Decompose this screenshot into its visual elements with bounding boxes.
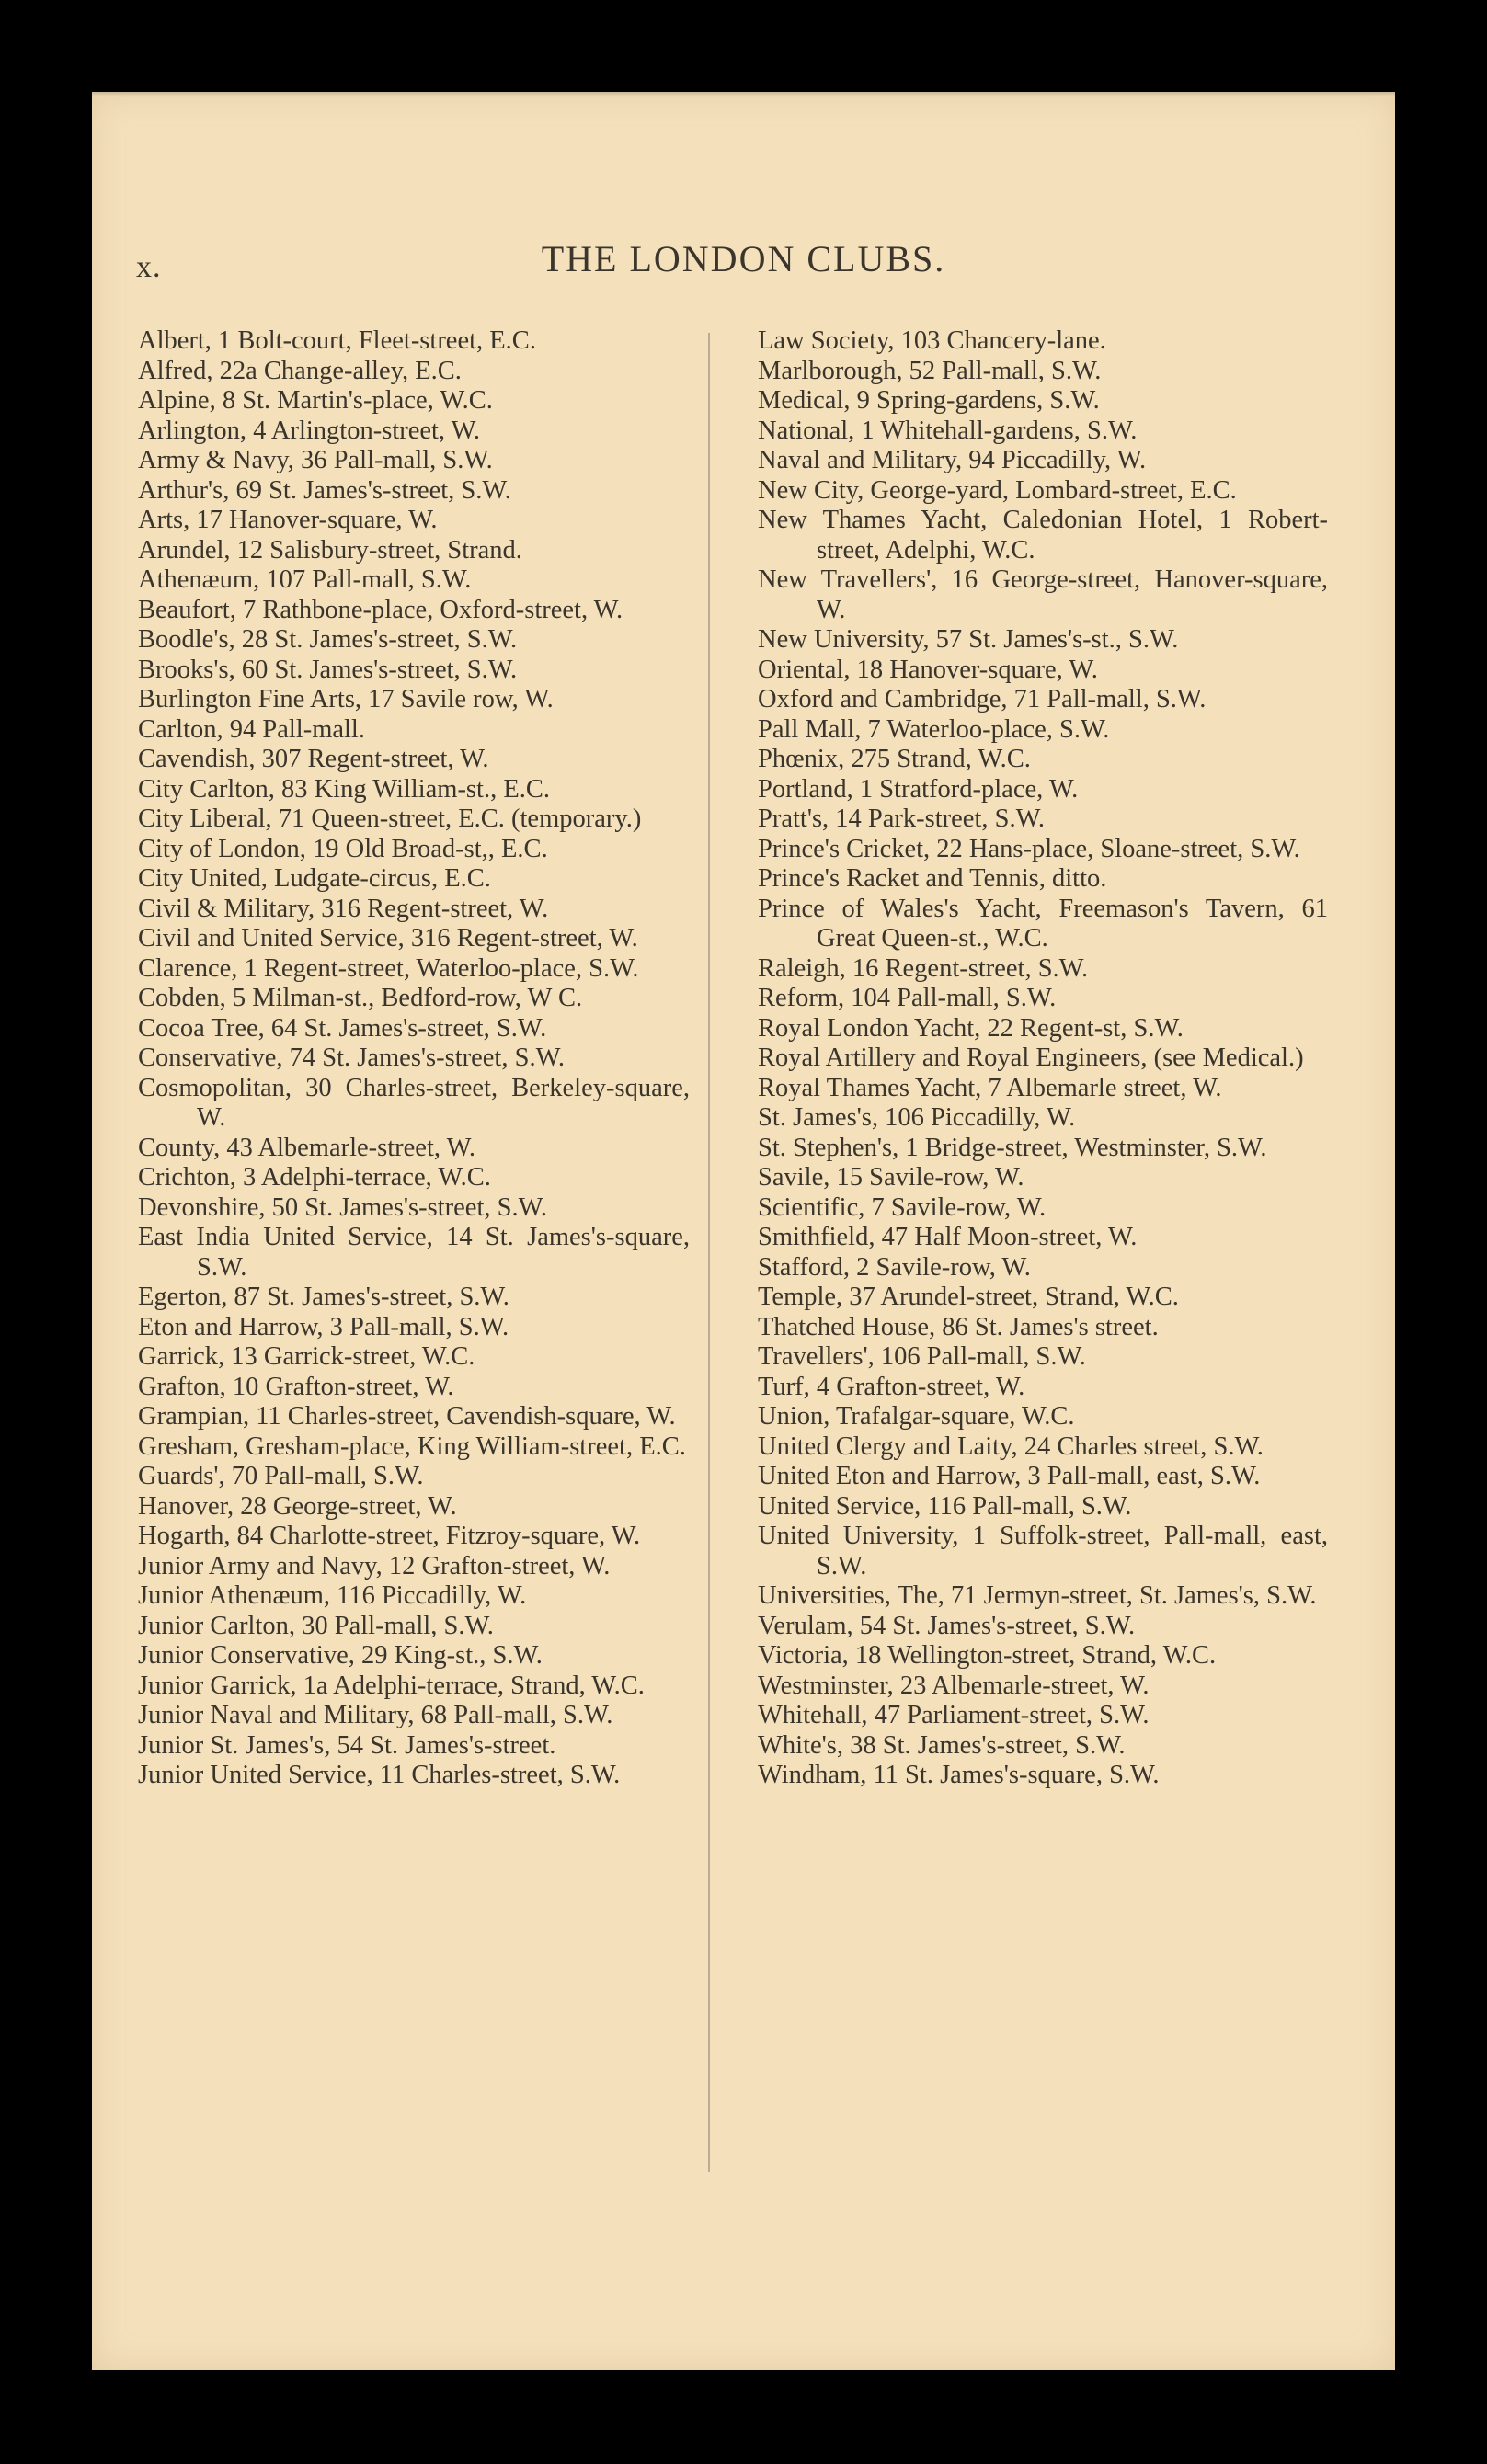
club-entry: Junior Conservative, 29 King-st., S.W. — [138, 1641, 543, 1670]
club-entry: Junior Athenæum, 116 Piccadilly, W. — [138, 1581, 527, 1610]
club-entry: Naval and Military, 94 Piccadilly, W. — [758, 446, 1147, 474]
club-entry: United Service, 116 Pall-mall, S.W. — [758, 1491, 1132, 1521]
club-entry: Guards', 70 Pall-mall, S.W. — [138, 1462, 424, 1490]
page-number: x. — [136, 250, 162, 284]
club-entry: Gresham, Gresham-place, King William-street, E.C. — [138, 1432, 686, 1461]
club-entry: Westminster, 23 Albemarle-street, W. — [758, 1671, 1150, 1700]
club-entry: East India United Service, 14 St. James's-square, S.W. — [138, 1223, 690, 1282]
club-entry: New Thames Yacht, Caledonian Hotel, 1 Robert-street, Adelphi, W.C. — [758, 506, 1328, 565]
club-entry: Arts, 17 Hanover-square, W. — [138, 506, 438, 534]
page-header — [92, 230, 1395, 294]
club-entry: New University, 57 St. James's-st., S.W. — [758, 625, 1179, 654]
club-entry: Prince's Cricket, 22 Hans-place, Sloane-street, S.W. — [758, 834, 1300, 863]
club-entry: St. Stephen's, 1 Bridge-street, Westminster, S.W. — [758, 1133, 1267, 1162]
club-entry: Royal Thames Yacht, 7 Albemarle street, W. — [758, 1073, 1222, 1102]
club-entry: Cosmopolitan, 30 Charles-street, Berkeley-square, W. — [138, 1073, 690, 1132]
left-column — [138, 326, 690, 1791]
club-entry: Civil & Military, 316 Regent-street, W. — [138, 894, 549, 923]
club-entry: Thatched House, 86 St. James's street. — [758, 1312, 1159, 1341]
club-entry: Boodle's, 28 St. James's-street, S.W. — [138, 625, 518, 654]
club-entry: Scientific, 7 Savile-row, W. — [758, 1192, 1047, 1222]
club-entry: St. James's, 106 Piccadilly, W. — [758, 1103, 1076, 1132]
club-entry: Hogarth, 84 Charlotte-street, Fitzroy-square, W. — [138, 1522, 641, 1550]
club-entry: Law Society, 103 Chancery-lane. — [758, 326, 1106, 355]
club-entry: Grampian, 11 Charles-street, Cavendish-square, W. — [138, 1402, 676, 1431]
club-entry: Junior Carlton, 30 Pall-mall, S.W. — [138, 1611, 494, 1640]
club-entry: Arthur's, 69 St. James's-street, S.W. — [138, 475, 511, 505]
club-entry: Whitehall, 47 Parliament-street, S.W. — [758, 1701, 1150, 1729]
club-entry: Cobden, 5 Milman-st., Bedford-row, W C. — [138, 984, 583, 1012]
club-entry: Reform, 104 Pall-mall, S.W. — [758, 984, 1057, 1012]
club-entry: United University, 1 Suffolk-street, Pall-mall, east, S.W. — [758, 1522, 1328, 1580]
club-entry: Medical, 9 Spring-gardens, S.W. — [758, 386, 1100, 415]
club-entry: Junior Army and Navy, 12 Grafton-street, W. — [138, 1551, 611, 1580]
club-entry: Crichton, 3 Adelphi-terrace, W.C. — [138, 1163, 491, 1192]
club-entry: Oriental, 18 Hanover-square, W. — [758, 655, 1098, 684]
club-entry: Phœnix, 275 Strand, W.C. — [758, 745, 1031, 773]
club-entry: City of London, 19 Old Broad-st,, E.C. — [138, 834, 548, 863]
club-entry: Portland, 1 Stratford-place, W. — [758, 774, 1079, 804]
club-entry: Oxford and Cambridge, 71 Pall-mall, S.W. — [758, 685, 1207, 713]
club-entry: Army & Navy, 36 Pall-mall, S.W. — [138, 446, 493, 474]
club-entry: Temple, 37 Arundel-street, Strand, W.C. — [758, 1283, 1179, 1311]
club-entry: Cavendish, 307 Regent-street, W. — [138, 745, 489, 773]
club-entry: Devonshire, 50 St. James's-street, S.W. — [138, 1192, 547, 1222]
club-entry: Verulam, 54 St. James's-street, S.W. — [758, 1611, 1136, 1640]
column-rule — [708, 333, 710, 2172]
club-entry: Arundel, 12 Salisbury-street, Strand. — [138, 535, 522, 565]
club-entry: Victoria, 18 Wellington-street, Strand, W.C. — [758, 1641, 1217, 1670]
club-entry: Burlington Fine Arts, 17 Savile row, W. — [138, 685, 554, 713]
running-title: THE LONDON CLUBS. — [541, 238, 946, 279]
club-entry: Prince of Wales's Yacht, Freemason's Tavern, 61 Great Queen-st., W.C. — [758, 894, 1328, 953]
club-entry: Pratt's, 14 Park-street, S.W. — [758, 804, 1046, 833]
club-entry: City Carlton, 83 King William-st., E.C. — [138, 774, 550, 804]
club-entry: Windham, 11 St. James's-square, S.W. — [758, 1761, 1160, 1789]
club-entry: Stafford, 2 Savile-row, W. — [758, 1252, 1031, 1282]
club-entry: Smithfield, 47 Half Moon-street, W. — [758, 1223, 1138, 1251]
club-entry: Albert, 1 Bolt-court, Fleet-street, E.C. — [138, 326, 536, 355]
club-entry: Alpine, 8 St. Martin's-place, W.C. — [138, 386, 493, 415]
club-entry: United Eton and Harrow, 3 Pall-mall, east, S.W. — [758, 1462, 1261, 1490]
club-entry: National, 1 Whitehall-gardens, S.W. — [758, 416, 1138, 445]
club-entry: Civil and United Service, 316 Regent-street, W. — [138, 924, 638, 953]
club-entry: United Clergy and Laity, 24 Charles street, S.W. — [758, 1432, 1264, 1461]
club-entry: Royal London Yacht, 22 Regent-st, S.W. — [758, 1013, 1184, 1043]
club-entry: Savile, 15 Savile-row, W. — [758, 1163, 1024, 1192]
page-top-edge — [92, 92, 1395, 97]
club-entry: Grafton, 10 Grafton-street, W. — [138, 1372, 454, 1401]
club-entry: Prince's Racket and Tennis, ditto. — [758, 864, 1107, 893]
club-entry: Marlborough, 52 Pall-mall, S.W. — [758, 356, 1102, 385]
club-entry: Junior United Service, 11 Charles-street, S.W. — [138, 1761, 621, 1789]
club-entry: White's, 38 St. James's-street, S.W. — [758, 1730, 1126, 1760]
club-entry: City United, Ludgate-circus, E.C. — [138, 864, 491, 893]
club-entry: City Liberal, 71 Queen-street, E.C. (temporary.) — [138, 804, 642, 833]
club-entry: Beaufort, 7 Rathbone-place, Oxford-street, W. — [138, 595, 623, 624]
club-entry: New City, George-yard, Lombard-street, E.C. — [758, 475, 1237, 505]
club-entry: Clarence, 1 Regent-street, Waterloo-place, S.W. — [138, 953, 639, 983]
club-entry: Junior St. James's, 54 St. James's-street. — [138, 1730, 556, 1760]
book-page — [92, 92, 1395, 2370]
club-entry: County, 43 Albemarle-street, W. — [138, 1133, 476, 1162]
club-entry: Garrick, 13 Garrick-street, W.C. — [138, 1342, 475, 1371]
club-entry: Travellers', 106 Pall-mall, S.W. — [758, 1342, 1086, 1371]
club-entry: Alfred, 22a Change-alley, E.C. — [138, 356, 462, 385]
club-entry: Egerton, 87 St. James's-street, S.W. — [138, 1283, 509, 1311]
club-entry: Athenæum, 107 Pall-mall, S.W. — [138, 565, 472, 594]
club-entry: Junior Naval and Military, 68 Pall-mall, S.W. — [138, 1701, 613, 1729]
club-entry: Arlington, 4 Arlington-street, W. — [138, 416, 481, 445]
club-entry: Hanover, 28 George-street, W. — [138, 1491, 457, 1521]
club-entry: Pall Mall, 7 Waterloo-place, S.W. — [758, 714, 1110, 744]
club-entry: Raleigh, 16 Regent-street, S.W. — [758, 953, 1089, 983]
club-entry: Junior Garrick, 1a Adelphi-terrace, Strand, W.C. — [138, 1671, 645, 1700]
club-entry: Conservative, 74 St. James's-street, S.W. — [138, 1044, 565, 1072]
club-entry: Carlton, 94 Pall-mall. — [138, 714, 365, 744]
club-entry: New Travellers', 16 George-street, Hanover-square, W. — [758, 565, 1328, 624]
right-column — [758, 326, 1328, 1791]
club-entry: Eton and Harrow, 3 Pall-mall, S.W. — [138, 1312, 509, 1341]
club-entry: Cocoa Tree, 64 St. James's-street, S.W. — [138, 1013, 547, 1043]
club-entry: Turf, 4 Grafton-street, W. — [758, 1372, 1025, 1401]
club-entry: Brooks's, 60 St. James's-street, S.W. — [138, 655, 518, 684]
club-entry: Union, Trafalgar-square, W.C. — [758, 1402, 1075, 1431]
club-entry: Royal Artillery and Royal Engineers, (see Medical.) — [758, 1044, 1304, 1072]
club-entry: Universities, The, 71 Jermyn-street, St. James's, S.W. — [758, 1581, 1317, 1610]
